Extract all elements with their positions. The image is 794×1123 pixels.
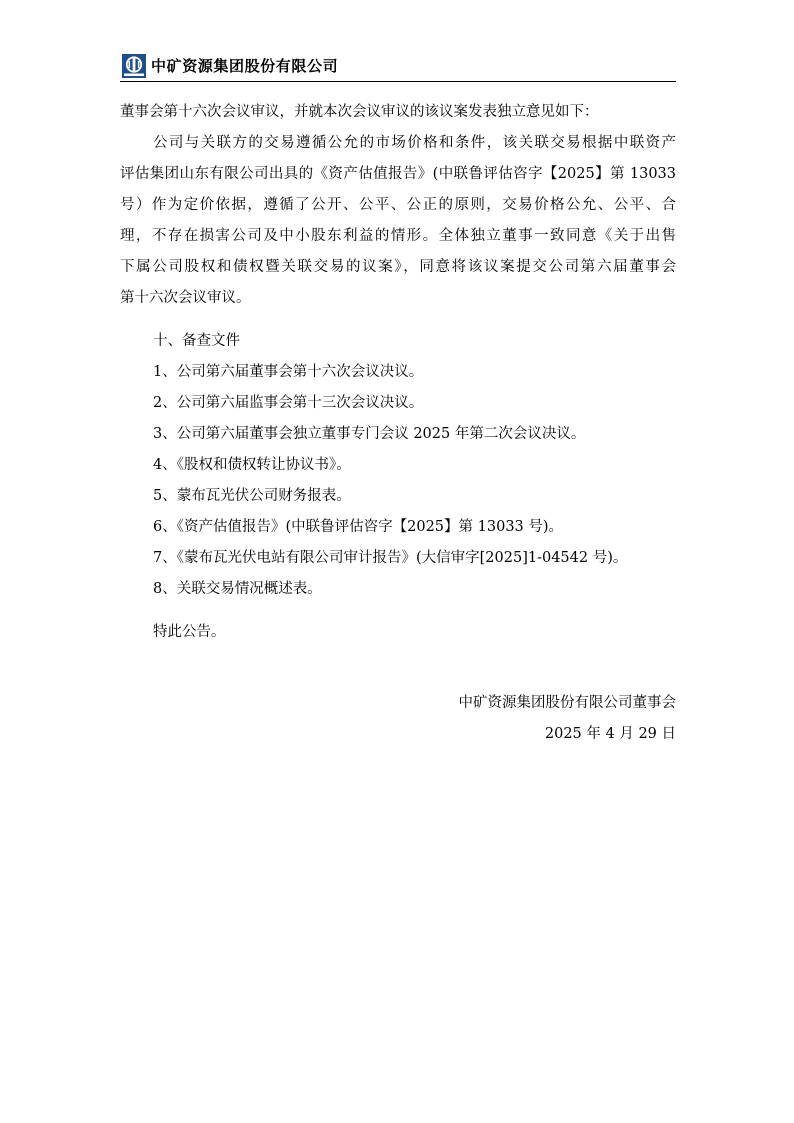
document-body <box>120 97 676 648</box>
page-header <box>120 52 676 82</box>
document-item: 7、《蒙布瓦光伏电站有限公司审计报告》(大信审字[2025]1-04542 号)。 <box>153 550 628 566</box>
intro-line: 董事会第十六次会议审议，并就本次会议审议的该议案发表独立意见如下： <box>120 104 599 120</box>
document-item: 5、蒙布瓦光伏公司财务报表。 <box>153 488 351 504</box>
document-item: 6、《资产估值报告》(中联鲁评估咨字【2025】第 13033 号)。 <box>153 519 564 535</box>
document-item: 3、公司第六届董事会独立董事专门会议 2025 年第二次会议决议。 <box>153 426 586 442</box>
section-title: 十、备查文件 <box>153 333 240 349</box>
header-divider <box>120 81 676 82</box>
company-logo-icon <box>122 54 146 78</box>
opinion-line: 评估集团山东有限公司出具的《资产估值报告》(中联鲁评估咨字【2025】第 13033 <box>120 166 676 182</box>
signature-board: 中矿资源集团股份有限公司董事会 <box>458 695 676 711</box>
document-item: 1、公司第六届董事会第十六次会议决议。 <box>153 364 424 380</box>
signature-date: 2025 年 4 月 29 日 <box>544 726 676 742</box>
opinion-paragraph <box>120 128 676 314</box>
document-list <box>120 357 676 605</box>
opinion-line: 第十六次会议审议。 <box>120 290 251 306</box>
opinion-line: 下属公司股权和债权暨关联交易的议案》，同意将该议案提交公司第六届董事会 <box>120 259 676 275</box>
closing-statement: 特此公告。 <box>153 624 226 640</box>
company-name: 中矿资源集团股份有限公司 <box>151 57 339 75</box>
document-item: 2、公司第六届监事会第十三次会议决议。 <box>153 395 424 411</box>
document-item: 4、《股权和债权转让协议书》。 <box>153 457 351 473</box>
document-item: 8、关联交易情况概述表。 <box>153 581 322 597</box>
opinion-line: 公司与关联方的交易遵循公允的市场价格和条件，该关联交易根据中联资产 <box>153 135 676 151</box>
opinion-line: 号）作为定价依据，遵循了公开、公平、公正的原则，交易价格公允、公平、合 <box>120 197 676 213</box>
opinion-line: 理，不存在损害公司及中小股东利益的情形。全体独立董事一致同意《关于出售 <box>120 228 676 244</box>
